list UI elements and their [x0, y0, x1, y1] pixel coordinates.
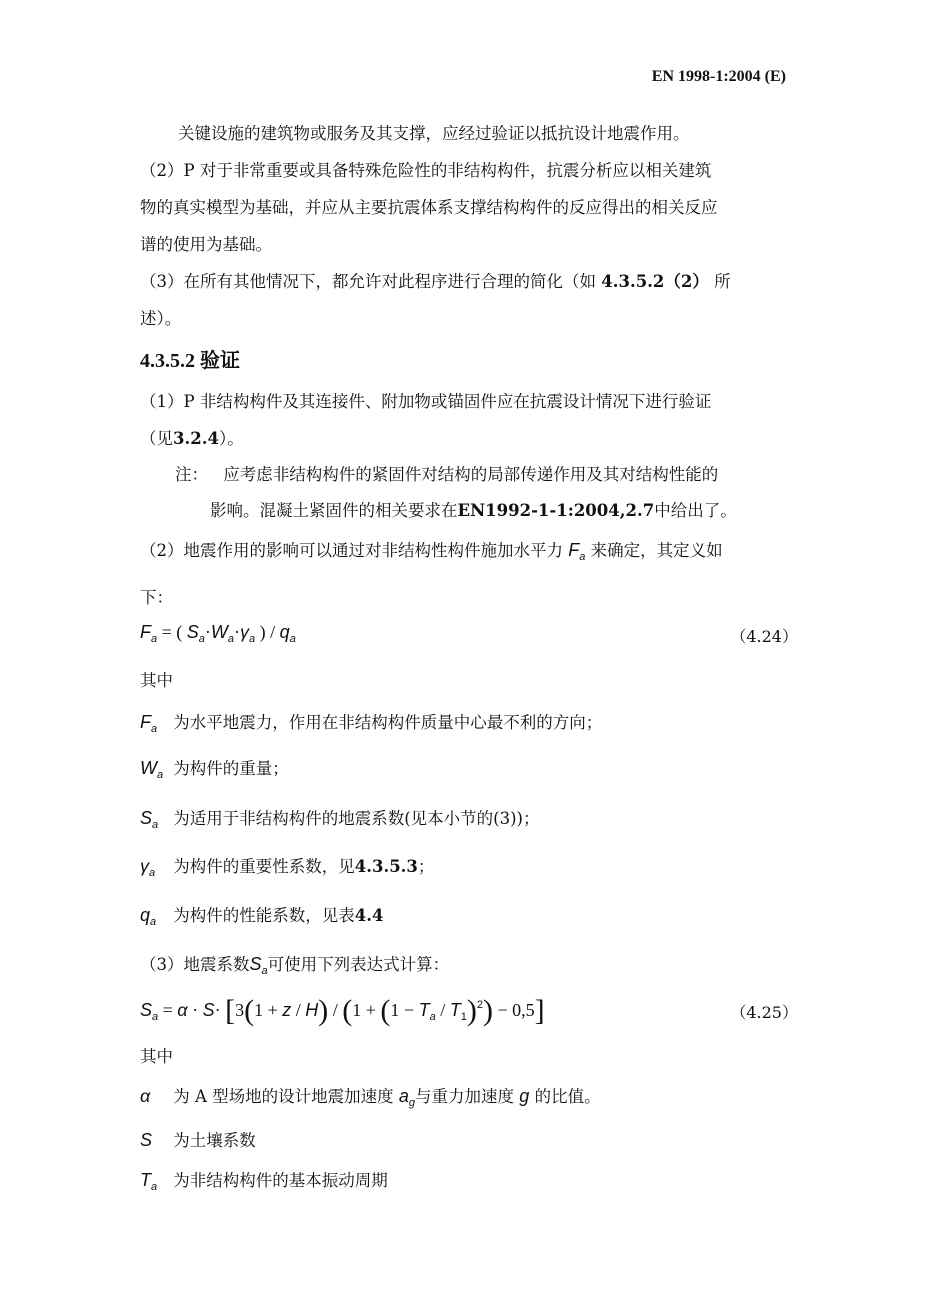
equation-number: （4.24）	[730, 627, 798, 646]
note-label: 注：	[175, 465, 208, 484]
definition-symbol: S	[140, 1130, 153, 1150]
definition-symbol: α	[140, 1086, 151, 1106]
symbol-S-a: $S_a$	[249, 954, 268, 977]
definition-symbol: $F_a$	[140, 712, 158, 735]
equation-4-25: $S_a = \alpha \cdot S\cdot [3(1 + z / H) / (1 + (1 - T_a / T_1)^2) - 0,5]$	[140, 994, 545, 1027]
definition-symbol: $\gamma_a$	[140, 856, 156, 879]
paragraph-line: （2）P 对于非常重要或具备特殊危险性的非结构构件，抗震分析应以相关建筑	[140, 161, 712, 180]
table-reference: 4.4	[354, 906, 384, 925]
definition-row: S 为土壤系数	[140, 1130, 256, 1150]
standard-reference: EN1992-1-1:2004,2.7	[457, 501, 655, 520]
where-label: 其中	[140, 671, 173, 690]
equation-number: （4.25）	[730, 1003, 798, 1022]
definition-symbol: $S_a$	[140, 808, 159, 831]
document-id: EN 1998-1:2004 (E)	[651, 68, 786, 85]
paragraph-line: （3）在所有其他情况下，都允许对此程序进行合理的简化（如 4.3.5.2（2） 所	[140, 272, 731, 291]
section-heading: 4.3.5.2 验证	[140, 350, 240, 372]
cross-reference: 3.2.4	[173, 429, 219, 448]
definition-symbol: $q_a$	[140, 905, 157, 928]
symbol-g: g	[519, 1086, 530, 1106]
note-line: 影响。混凝土紧固件的相关要求在EN1992-1-1:2004,2.7中给出了。	[210, 501, 737, 520]
symbol-F-a: $F_a$	[568, 540, 586, 563]
paragraph-line: 物的真实模型为基础，并应从主要抗震体系支撑结构构件的反应得出的相关反应	[140, 198, 718, 217]
symbol-a-g: $a_g$	[398, 1086, 416, 1109]
paragraph-line: 谱的使用为基础。	[140, 235, 272, 254]
clause-line: （2）地震作用的影响可以通过对非结构性构件施加水平力 $F_a$ 来确定，其定义如	[140, 540, 723, 563]
where-label: 其中	[140, 1047, 173, 1066]
definition-row: $W_a$ 为构件的重量；	[140, 758, 289, 781]
definition-row: $q_a$ 为构件的性能系数，见表4.4	[140, 905, 384, 928]
cross-reference: 4.3.5.2（2）	[601, 272, 709, 291]
clause-line: （3）地震系数$S_a$可使用下列表达式计算：	[140, 954, 450, 977]
note-line: 注： 应考虑非结构构件的紧固件对结构的局部传递作用及其对结构性能的	[175, 465, 719, 484]
clause-line: 下：	[140, 588, 173, 607]
definition-row: $S_a$ 为适用于非结构构件的地震系数(见本小节的(3))；	[140, 808, 540, 831]
definition-row: $F_a$ 为水平地震力，作用在非结构构件质量中心最不利的方向；	[140, 712, 603, 735]
clause-line: （见3.2.4）。	[140, 429, 244, 448]
paragraph-line: 述）。	[140, 309, 182, 328]
clause-line: （1）P 非结构构件及其连接件、附加物或锚固件应在抗震设计情况下进行验证	[140, 392, 712, 411]
definition-row: α 为 A 型场地的设计地震加速度 $a_g$与重力加速度 g 的比值。	[140, 1086, 601, 1109]
definition-symbol: $W_a$	[140, 758, 164, 781]
cross-reference: 4.3.5.3	[354, 857, 418, 876]
equation-4-24: $F_a$ = ( $S_a\cdot W_a\cdot\gamma_a$ ) / $q_a$	[140, 622, 296, 645]
paragraph-line: 关键设施的建筑物或服务及其支撑，应经过验证以抵抗设计地震作用。	[178, 124, 690, 143]
definition-row: $T_a$ 为非结构构件的基本振动周期	[140, 1170, 388, 1193]
definition-row: $\gamma_a$ 为构件的重要性系数，见4.3.5.3；	[140, 856, 435, 879]
definition-symbol: $T_a$	[140, 1170, 158, 1193]
